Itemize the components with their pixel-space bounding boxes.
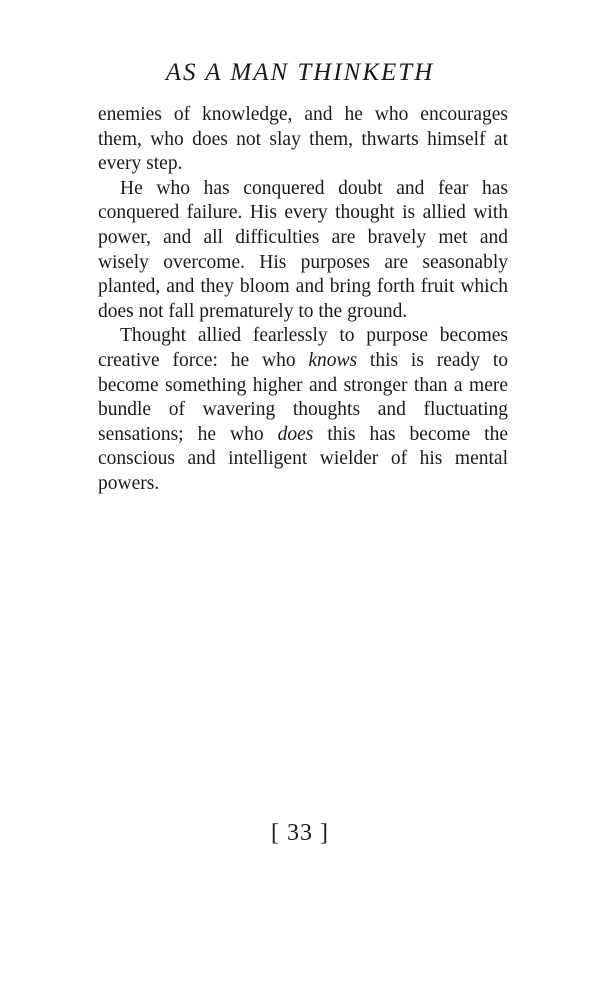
emphasis-does: does xyxy=(277,423,314,445)
paragraph-text: He who has conquered doubt and fear has conquered failure. His every thought is allied with power, and all difficulties are bravely met and wisely overcome. His purposes are seasonably planted, and they bloom and bring forth fruit which does not fall prematurely to the ground. xyxy=(98,177,508,322)
paragraph-continued xyxy=(98,103,508,177)
paragraph-text: this has become the conscious and intelligent wielder of his mental powers. xyxy=(98,423,508,494)
emphasis-knows: knows xyxy=(308,349,358,371)
paragraph-text: enemies of knowledge, and he who encourages them, who does not slay them, thwarts himself at every step. xyxy=(98,104,508,175)
page-number: [ 33 ] xyxy=(271,820,329,846)
paragraph-text: this is ready to become something higher and stronger than a mere bundle of wavering thoughts and fluctuating sensations; he who xyxy=(98,349,508,445)
body-text xyxy=(98,103,508,497)
paragraph xyxy=(98,177,508,325)
running-head-title: AS A MAN THINKETH xyxy=(165,59,435,86)
paragraph xyxy=(98,324,508,496)
paragraph-text: Thought allied fearlessly to purpose becomes creative force: he who xyxy=(98,325,508,371)
